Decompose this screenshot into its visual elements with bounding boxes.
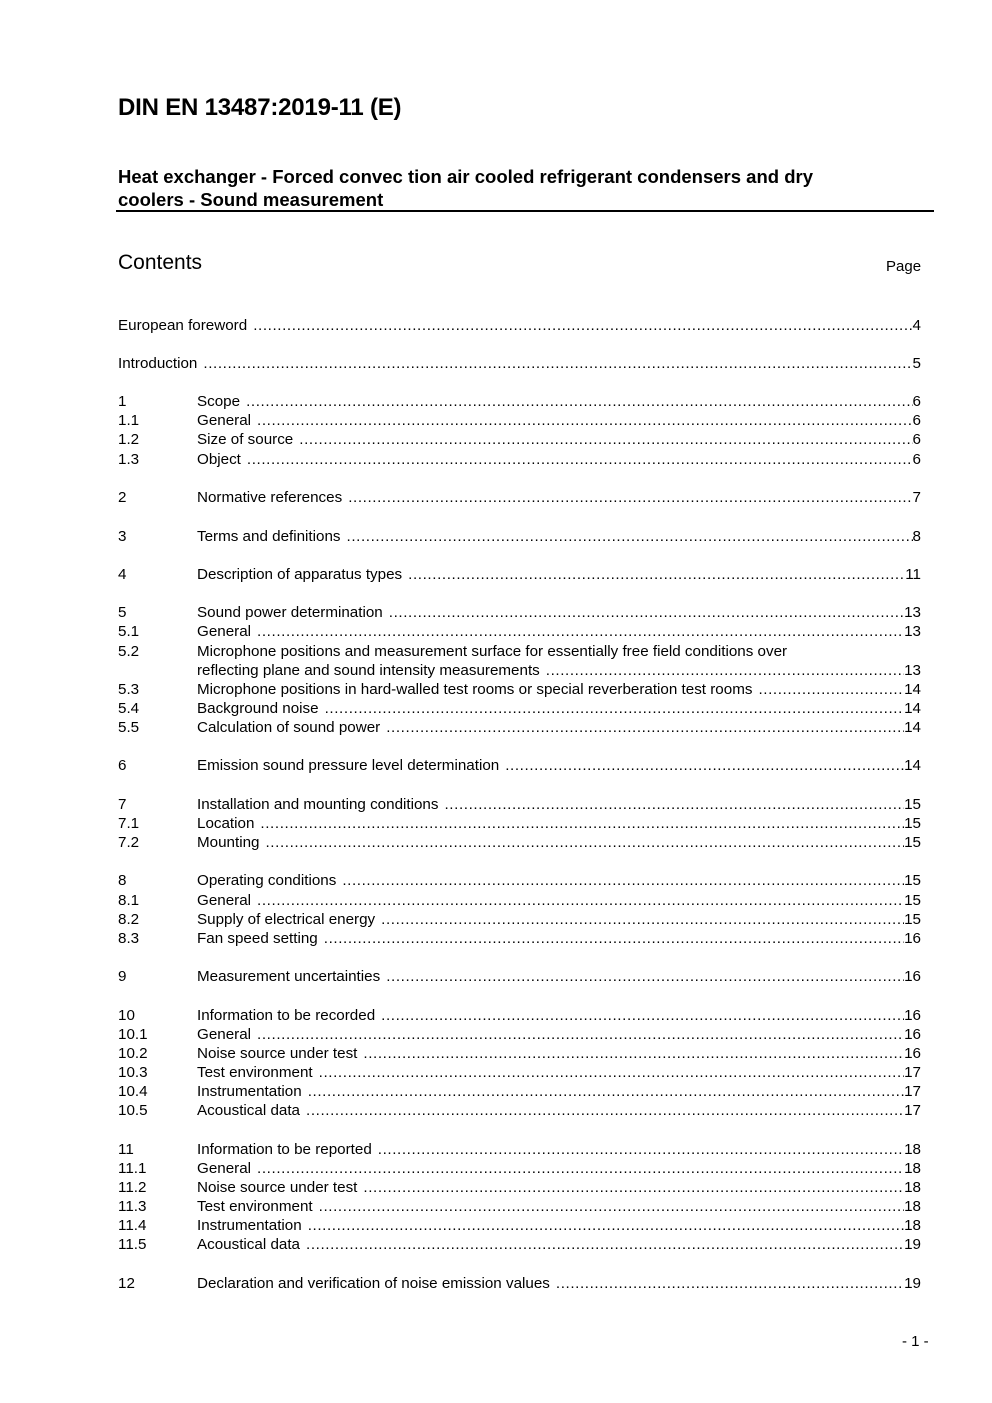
toc-dot-leader: [308, 1216, 904, 1235]
toc-entry[interactable]: [118, 910, 921, 929]
toc-entry-title: European foreword: [118, 317, 248, 334]
toc-entry[interactable]: [118, 603, 921, 622]
toc-entry-number: 8.1: [118, 892, 140, 909]
toc-entry[interactable]: [118, 1159, 921, 1178]
toc-entry[interactable]: [118, 929, 921, 948]
toc-entry[interactable]: [118, 1006, 921, 1025]
toc-entry[interactable]: [118, 718, 921, 737]
toc-dot-leader: [257, 411, 913, 430]
document-title-line-1: Heat exchanger - Forced convec tion air cooled refrigerant condensers and dry: [118, 166, 813, 187]
toc-dot-leader: [299, 430, 912, 449]
toc-dot-leader: [260, 814, 904, 833]
toc-entry-number: 2: [118, 489, 127, 506]
toc-entry-title: General: [197, 412, 252, 429]
toc-entry-title: Background noise: [197, 700, 319, 717]
toc-dot-leader: [308, 1082, 904, 1101]
toc-entry-page: 16: [904, 1026, 921, 1043]
toc-entry-page: 18: [904, 1217, 921, 1234]
toc-entry[interactable]: [118, 699, 921, 718]
toc-entry-title: Object: [197, 451, 241, 468]
toc-entry[interactable]: [118, 1140, 921, 1159]
toc-entry-page: 5: [912, 355, 921, 372]
document-title-line-2: coolers - Sound measurement: [118, 189, 384, 210]
toc-entry-title: Information to be recorded: [197, 1007, 376, 1024]
toc-entry-page: 14: [904, 719, 921, 736]
toc-entry-title: Emission sound pressure level determination: [197, 757, 500, 774]
toc-entry-page: 15: [904, 872, 921, 889]
toc-entry[interactable]: [118, 1216, 921, 1235]
toc-entry[interactable]: [118, 1235, 921, 1254]
toc-dot-leader: [546, 661, 904, 680]
toc-entry[interactable]: [118, 871, 921, 890]
toc-entry-number: 5.5: [118, 719, 140, 736]
toc-entry-page: 15: [904, 796, 921, 813]
toc-dot-leader: [325, 699, 905, 718]
toc-entry[interactable]: [118, 1063, 921, 1082]
toc-entry-page: 18: [904, 1179, 921, 1196]
toc-dot-leader: [444, 795, 904, 814]
toc-entry[interactable]: [118, 527, 921, 546]
toc-entry-page: 4: [912, 317, 921, 334]
toc-dot-leader: [253, 316, 912, 335]
toc-entry-page: 14: [904, 700, 921, 717]
toc-entry-title: General: [197, 1160, 252, 1177]
toc-entry-page: 19: [904, 1275, 921, 1292]
toc-entry-page: 16: [904, 968, 921, 985]
toc-entry[interactable]: [118, 354, 921, 373]
toc-dot-leader: [247, 450, 913, 469]
toc-dot-leader: [246, 392, 912, 411]
toc-entry-page: 11: [905, 566, 921, 583]
toc-dot-leader: [257, 891, 904, 910]
toc-entry[interactable]: [118, 1274, 921, 1293]
toc-entry[interactable]: [118, 622, 921, 641]
toc-entry-number: 1: [118, 393, 127, 410]
toc-entry[interactable]: [118, 833, 921, 852]
toc-entry-title: Size of source: [197, 431, 294, 448]
toc-dot-leader: [381, 1006, 904, 1025]
toc-entry-title: General: [197, 1026, 252, 1043]
toc-entry-title: General: [197, 623, 252, 640]
toc-dot-leader: [348, 488, 912, 507]
toc-entry[interactable]: [118, 795, 921, 814]
toc-entry-page: 6: [912, 412, 921, 429]
toc-entry[interactable]: [118, 1101, 921, 1120]
toc-entry-number: 11.2: [118, 1179, 147, 1196]
toc-dot-leader: [306, 1235, 904, 1254]
toc-entry-page: 18: [904, 1141, 921, 1158]
toc-entry-number: 10.3: [118, 1064, 148, 1081]
toc-entry[interactable]: [118, 1025, 921, 1044]
toc-entry[interactable]: [118, 814, 921, 833]
toc-entry-title: Acoustical data: [197, 1102, 300, 1119]
toc-entry-title: Sound power determination: [197, 604, 383, 621]
toc-entry-title: Instrumentation: [197, 1217, 302, 1234]
toc-entry[interactable]: [118, 392, 921, 411]
toc-entry-number: 10.1: [118, 1026, 148, 1043]
toc-entry-title: Microphone positions in hard-walled test rooms or special reverberation test rooms: [197, 681, 753, 698]
toc-dot-leader: [389, 603, 904, 622]
toc-entry-title: Fan speed setting: [197, 930, 318, 947]
toc-entry-title: General: [197, 892, 252, 909]
toc-entry-number: 11.5: [118, 1236, 147, 1253]
toc-entry-number: 11.4: [118, 1217, 147, 1234]
toc-dot-leader: [408, 565, 905, 584]
toc-entry[interactable]: [118, 565, 921, 584]
toc-dot-leader: [386, 967, 904, 986]
toc-entry-page: 6: [912, 393, 921, 410]
toc-entry-title: Test environment: [197, 1198, 313, 1215]
toc-entry-title: Microphone positions and measurement surface for essentially free field conditions over: [197, 643, 788, 660]
toc-dot-leader: [265, 833, 904, 852]
toc-entry-title: Description of apparatus types: [197, 566, 403, 583]
toc-entry-title: Introduction: [118, 355, 198, 372]
toc-entry-page: 16: [904, 930, 921, 947]
document-id: DIN EN 13487:2019-11 (E): [118, 94, 402, 121]
toc-entry-number: 4: [118, 566, 127, 583]
toc-entry-page: 17: [904, 1064, 921, 1081]
toc-entry[interactable]: [118, 430, 921, 449]
toc-entry-number: 10: [118, 1007, 135, 1024]
toc-dot-leader: [347, 527, 913, 546]
toc-dot-leader: [758, 680, 904, 699]
toc-entry-page: 17: [904, 1083, 921, 1100]
toc-entry-page: 14: [904, 757, 921, 774]
toc-entry-number: 11.1: [118, 1160, 147, 1177]
toc-entry-page: 7: [912, 489, 921, 506]
toc-entry-title: Acoustical data: [197, 1236, 300, 1253]
toc-dot-leader: [324, 929, 904, 948]
toc-dot-leader: [257, 622, 904, 641]
toc-entry-number: 9: [118, 968, 127, 985]
toc-entry-page: 15: [904, 815, 921, 832]
document-title: [118, 165, 918, 211]
toc-entry-page: 13: [904, 662, 921, 679]
toc-entry-page: 16: [904, 1007, 921, 1024]
toc-dot-leader: [319, 1063, 904, 1082]
toc-entry-title: Information to be reported: [197, 1141, 372, 1158]
toc-entry-number: 10.5: [118, 1102, 148, 1119]
toc-entry-number: 1.2: [118, 431, 140, 448]
toc-dot-leader: [257, 1025, 904, 1044]
toc-entry-page: 18: [904, 1160, 921, 1177]
toc-entry-title: Scope: [197, 393, 241, 410]
toc-entry-page: 6: [912, 451, 921, 468]
toc-entry-number: 3: [118, 528, 127, 545]
toc-entry[interactable]: [118, 411, 921, 430]
toc-entry-number: 5: [118, 604, 127, 621]
toc-entry-number: 7.2: [118, 834, 140, 851]
toc-entry[interactable]: [118, 1044, 921, 1063]
toc-entry[interactable]: [118, 1178, 921, 1197]
toc-entry-page: 8: [912, 528, 921, 545]
contents-heading: Contents: [118, 251, 203, 274]
toc-entry-page: 15: [904, 911, 921, 928]
toc-entry-title: Measurement uncertainties: [197, 968, 381, 985]
toc-entry-title: Declaration and verification of noise emission values: [197, 1275, 550, 1292]
toc-entry[interactable]: [118, 891, 921, 910]
toc-entry-number: 5.4: [118, 700, 140, 717]
toc-entry-number: 1.1: [118, 412, 140, 429]
title-rule: [116, 210, 934, 212]
toc-entry-number: 5.2: [118, 643, 140, 660]
page-column-heading: Page: [886, 258, 922, 275]
toc-entry-title: reflecting plane and sound intensity measurements: [197, 662, 540, 679]
toc-entry[interactable]: [118, 1197, 921, 1216]
toc-entry-title: Test environment: [197, 1064, 313, 1081]
toc-dot-leader: [306, 1101, 904, 1120]
toc-entry-number: 6: [118, 757, 127, 774]
toc-entry-page: 13: [904, 604, 921, 621]
toc-dot-leader: [203, 354, 912, 373]
toc-entry[interactable]: [118, 1082, 921, 1101]
toc-entry[interactable]: [118, 316, 921, 335]
toc-entry-title: Instrumentation: [197, 1083, 302, 1100]
toc-entry-page: 14: [904, 681, 921, 698]
toc-entry[interactable]: [118, 967, 921, 986]
toc-entry-title: Operating conditions: [197, 872, 337, 889]
toc-entry[interactable]: [118, 680, 921, 699]
toc-dot-leader: [505, 756, 904, 775]
toc-entry-title: Noise source under test: [197, 1179, 358, 1196]
toc-entry-title: Mounting: [197, 834, 260, 851]
toc-entry-number: 7.1: [118, 815, 140, 832]
toc-entry-number: 7: [118, 796, 127, 813]
toc-dot-leader: [363, 1178, 904, 1197]
toc-entry-title: Calculation of sound power: [197, 719, 381, 736]
toc-entry-page: 6: [912, 431, 921, 448]
toc-dot-leader: [378, 1140, 904, 1159]
toc-entry-page: 16: [904, 1045, 921, 1062]
toc-entry-number: 10.2: [118, 1045, 148, 1062]
toc-entry[interactable]: [118, 450, 921, 469]
toc-entry-page: 17: [904, 1102, 921, 1119]
toc-entry-title: Installation and mounting conditions: [197, 796, 439, 813]
toc-entry-number: 8: [118, 872, 127, 889]
toc-entry-title: Location: [197, 815, 255, 832]
toc-entry-title: Normative references: [197, 489, 343, 506]
toc-entry-page: 19: [904, 1236, 921, 1253]
toc-entry-title: Noise source under test: [197, 1045, 358, 1062]
toc-dot-leader: [319, 1197, 904, 1216]
toc-entry-number: 11: [118, 1141, 134, 1158]
toc-entry-page: 15: [904, 834, 921, 851]
toc-entry-title: Terms and definitions: [197, 528, 341, 545]
toc-dot-leader: [257, 1159, 904, 1178]
toc-entry-number: 10.4: [118, 1083, 148, 1100]
toc-entry-page: 15: [904, 892, 921, 909]
toc-entry[interactable]: [118, 756, 921, 775]
toc-entry-number: 5.3: [118, 681, 140, 698]
toc-entry[interactable]: [118, 488, 921, 507]
toc-entry[interactable]: [118, 642, 921, 661]
toc-entry-number: 12: [118, 1275, 135, 1292]
toc-dot-leader: [363, 1044, 904, 1063]
toc-dot-leader: [342, 871, 904, 890]
toc-dot-leader: [381, 910, 904, 929]
toc-entry-number: 1.3: [118, 451, 140, 468]
toc-dot-leader: [556, 1274, 904, 1293]
toc-entry-number: 11.3: [118, 1198, 147, 1215]
toc-entry[interactable]: [118, 661, 921, 680]
toc-entry-number: 5.1: [118, 623, 140, 640]
page-folio: - 1 -: [902, 1333, 929, 1350]
toc-dot-leader: [386, 718, 904, 737]
toc-entry-page: 13: [904, 623, 921, 640]
toc-entry-page: 18: [904, 1198, 921, 1215]
toc-entry-number: 8.3: [118, 930, 140, 947]
toc-entry-title: Supply of electrical energy: [197, 911, 376, 928]
toc-entry-number: 8.2: [118, 911, 140, 928]
